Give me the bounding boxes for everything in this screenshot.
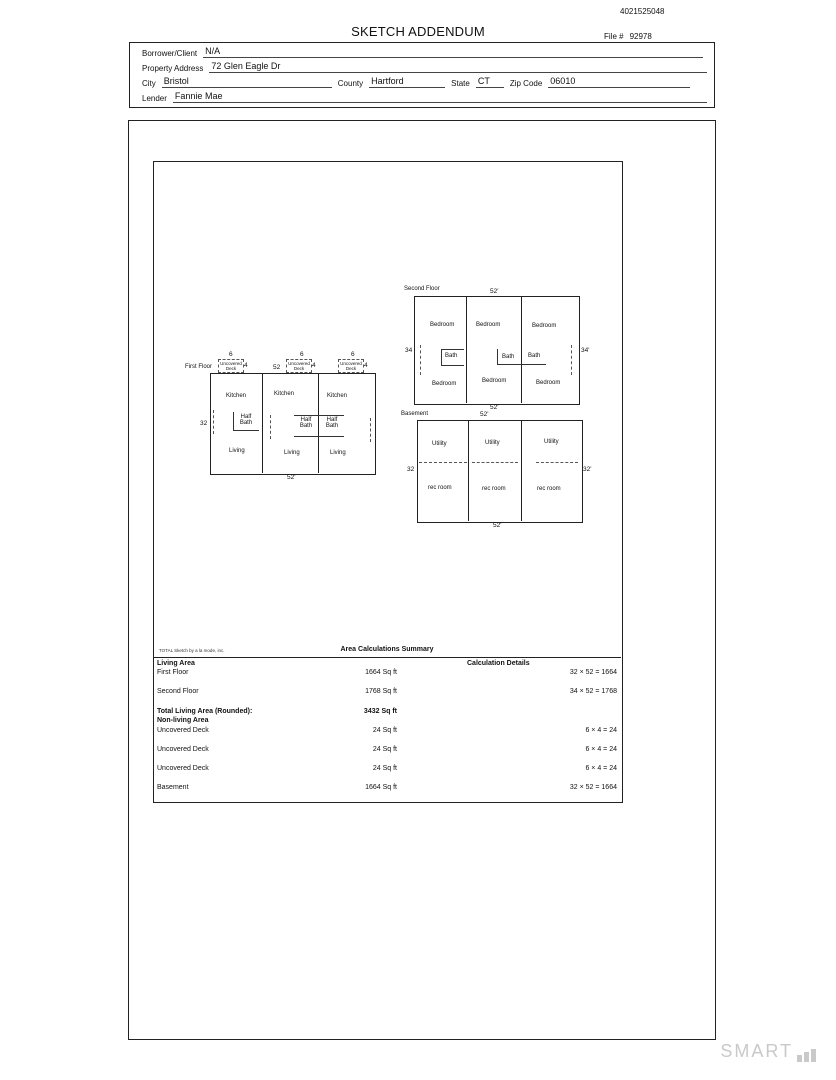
address-row	[142, 61, 707, 73]
state-value: CT	[476, 76, 504, 88]
nonliving-header: Non-living Area	[157, 717, 209, 724]
second-floor-right-dim: 34'	[581, 347, 590, 354]
deck-dim: 6	[229, 351, 233, 358]
table-row	[157, 727, 617, 737]
city-row	[142, 76, 690, 88]
address-value: 72 Glen Eagle Dr	[209, 61, 707, 73]
table-row	[157, 746, 617, 756]
lender-label: Lender	[142, 94, 167, 103]
room-label: Utility	[485, 440, 500, 446]
total-label: Total Living Area (Rounded):	[157, 708, 253, 715]
document-id: 4021525048	[620, 7, 665, 16]
room-label: Bedroom	[532, 323, 557, 329]
row-calc: 6 × 4 = 24	[585, 746, 617, 753]
borrower-value: N/A	[203, 46, 703, 58]
city-value: Bristol	[162, 76, 332, 88]
room-label: rec room	[428, 485, 452, 491]
basement-wall	[521, 420, 522, 521]
city-label: City	[142, 79, 156, 88]
basement-top-dim: 52'	[480, 411, 489, 418]
partition-line	[536, 462, 578, 463]
address-label: Property Address	[142, 64, 204, 73]
lender-value: Fannie Mae	[173, 91, 707, 103]
room-label: Bedroom	[430, 322, 455, 328]
total-value: 3432 Sq ft	[363, 708, 397, 715]
row-area: 24 Sq ft	[372, 727, 397, 734]
second-floor-top-dim: 52'	[490, 288, 499, 295]
living-area-header: Living Area	[157, 660, 195, 667]
row-calc: 34 × 52 = 1768	[569, 688, 617, 695]
basement-wall	[468, 420, 469, 521]
sketch-credit: TOTAL Sketch by a la mode, inc.	[159, 648, 225, 653]
header-box	[129, 42, 715, 108]
deck-side-dim: 4	[244, 362, 248, 369]
bars-icon	[795, 1041, 816, 1062]
watermark-logo	[720, 1041, 816, 1062]
file-number	[604, 32, 652, 41]
first-floor-top-dim: 52	[273, 364, 281, 371]
second-floor-left-dim: 34	[405, 347, 413, 354]
room-label: Kitchen	[327, 393, 348, 399]
summary-divider	[153, 657, 621, 658]
row-name: Second Floor	[157, 688, 199, 695]
partition-line	[472, 462, 518, 463]
state-label: State	[451, 79, 470, 88]
basement-bottom-dim: 52'	[493, 522, 502, 529]
basement-left-dim: 32	[407, 466, 415, 473]
county-label: County	[337, 79, 364, 88]
file-label: File #	[604, 32, 624, 41]
bath-outline	[497, 349, 546, 365]
row-name: Uncovered Deck	[157, 727, 209, 734]
second-floor-label: Second Floor	[404, 286, 440, 292]
room-label: Bath	[502, 354, 515, 360]
room-label: Living	[330, 450, 346, 456]
file-value: 92978	[629, 32, 652, 41]
bath-outline	[441, 349, 464, 366]
room-label: Kitchen	[274, 391, 295, 397]
summary-title: Area Calculations Summary	[340, 646, 434, 653]
row-calc: 32 × 52 = 1664	[569, 784, 617, 791]
first-floor-label: First Floor	[185, 364, 212, 370]
lender-row	[142, 91, 707, 103]
first-floor-bottom-dim: 52'	[287, 474, 296, 481]
second-floor-bottom-dim: 52'	[490, 404, 499, 411]
deck-label: Uncovered Deck	[220, 361, 242, 371]
room-label: Half Bath	[239, 414, 253, 426]
row-area: 1768 Sq ft	[365, 688, 397, 695]
room-label: rec room	[537, 486, 561, 492]
row-calc: 6 × 4 = 24	[585, 765, 617, 772]
stair-marks	[571, 345, 572, 375]
room-label: Bedroom	[536, 380, 561, 386]
stair-marks	[420, 345, 421, 375]
nonliving-header-row	[157, 717, 617, 727]
deck-dim: 6	[300, 351, 304, 358]
borrower-label: Borrower/Client	[142, 49, 198, 58]
zip-label: Zip Code	[509, 79, 543, 88]
first-floor-left-dim: 32	[200, 420, 208, 427]
room-label: Bedroom	[476, 322, 501, 328]
calc-details-header: Calculation Details	[467, 660, 530, 667]
room-label: Utility	[544, 439, 559, 445]
county-value: Hartford	[369, 76, 445, 88]
row-name: Uncovered Deck	[157, 765, 209, 772]
table-row	[157, 765, 617, 775]
basement-right-dim: 32'	[583, 466, 592, 473]
deck-dim: 6	[351, 351, 355, 358]
table-row	[157, 784, 617, 794]
room-label: Bedroom	[482, 378, 507, 384]
stair-marks	[370, 418, 371, 442]
row-name: Uncovered Deck	[157, 746, 209, 753]
row-area: 1664 Sq ft	[365, 669, 397, 676]
basement-label: Basement	[401, 411, 429, 417]
stair-marks	[213, 410, 214, 434]
second-floor-wall	[466, 296, 467, 403]
room-label: Half Bath	[299, 417, 313, 429]
deck-side-dim: 4	[364, 362, 368, 369]
row-area: 1664 Sq ft	[365, 784, 397, 791]
room-label: Living	[284, 450, 300, 456]
room-label: Kitchen	[226, 393, 247, 399]
row-area: 24 Sq ft	[372, 746, 397, 753]
bath-outline	[233, 412, 259, 431]
room-label: Bath	[445, 353, 458, 359]
bath-outline	[294, 415, 344, 437]
row-calc: 6 × 4 = 24	[585, 727, 617, 734]
partition-line	[419, 462, 467, 463]
deck-side-dim: 4	[312, 362, 316, 369]
row-calc: 32 × 52 = 1664	[569, 669, 617, 676]
deck-label: Uncovered Deck	[288, 361, 310, 371]
row-area: 24 Sq ft	[372, 765, 397, 772]
table-row	[157, 669, 617, 679]
room-label: Half Bath	[325, 417, 339, 429]
basement-plan	[417, 420, 583, 523]
first-floor-wall	[262, 373, 263, 473]
stair-marks	[270, 415, 271, 439]
room-label: Utility	[432, 441, 447, 447]
watermark-text: SMART	[720, 1041, 793, 1061]
borrower-row	[142, 46, 703, 58]
room-label: rec room	[482, 486, 506, 492]
room-label: Living	[229, 448, 245, 454]
room-label: Bedroom	[432, 381, 457, 387]
zip-value: 06010	[548, 76, 690, 88]
row-name: Basement	[157, 784, 189, 791]
row-name: First Floor	[157, 669, 189, 676]
page-title: SKETCH ADDENDUM	[351, 24, 485, 39]
room-label: Bath	[528, 353, 541, 359]
table-row	[157, 688, 617, 698]
deck-label: Uncovered Deck	[340, 361, 362, 371]
